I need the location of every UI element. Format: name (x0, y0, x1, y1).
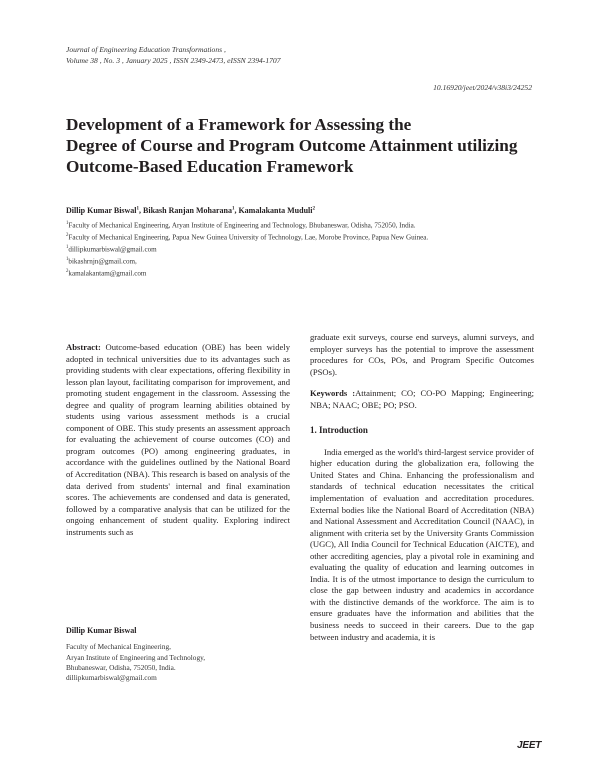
author-3: Kamalakanta Muduli (238, 206, 313, 215)
author-1-affil: 1 (136, 206, 140, 212)
author-list: Dillip Kumar Biswal$^1$, Bikash Ranjan Moharana$^1$, Kamalakanta Muduli$^2$ (66, 206, 315, 215)
affiliation-2: $^2$Faculty of Mechanical Engineering, Papua New Guinea University of Technology, Lae, Morobe Province, Papua New Guinea. (66, 232, 429, 242)
email-2[interactable]: $^1$bikashrnjn@gmail.com, (66, 256, 137, 266)
doi[interactable]: 10.16920/jeet/2024/v38i3/24252 (433, 83, 532, 92)
keywords-text: Attainment; CO; CO-PO Mapping; Engineering; NBA; NAAC; OBE; PO; PSO. (310, 388, 535, 410)
author-1: Dillip Kumar Biswal (66, 206, 137, 215)
right-column (310, 332, 534, 643)
corresponding-author-name: Dillip Kumar Biswal (66, 626, 137, 635)
paper-title (66, 114, 546, 177)
affiliations (66, 219, 428, 279)
journal-volume: Volume 38 , No. 3 , January 2025 , ISSN 2349-2473, eISSN 2394-1707 (66, 56, 281, 65)
corresponding-email[interactable]: dillipkumarbiswal@gmail.com (66, 673, 157, 683)
section-heading-introduction: 1. Introduction (310, 425, 368, 436)
affiliation-1: $^1$Faculty of Mechanical Engineering, Aryan Institute of Engineering and Technology, Bhubaneswar, Odisha, 752050, India. (66, 221, 416, 230)
corresponding-affil-3: Bhubaneswar, Odisha, 752050, India. (66, 662, 176, 672)
title-line-3: Outcome-Based Education Framework (66, 157, 354, 176)
keywords (310, 388, 534, 411)
journal-header (66, 44, 281, 66)
author-2: Bikash Ranjan Moharana (143, 206, 232, 215)
abstract-continuation: graduate exit surveys, course end surveys, alumni surveys, and employer surveys has the potential to improve the assessment procedures for COs, POs, and Program Specific Outcomes (PSOs). (310, 332, 534, 377)
keywords-label: Keywords : (310, 388, 356, 399)
corresponding-affil-1: Faculty of Mechanical Engineering, (66, 642, 171, 652)
corresponding-author (66, 626, 205, 683)
jeet-logo: JEET (517, 740, 542, 751)
journal-name: Journal of Engineering Education Transformations , (66, 45, 226, 54)
author-2-affil: 1 (231, 206, 235, 212)
title-line-1: Development of a Framework for Assessing the (66, 115, 412, 134)
title-line-2: Degree of Course and Program Outcome Attainment utilizing (66, 136, 518, 155)
introduction-paragraph: India emerged as the world's third-largest service provider of higher education during the globalization era, following the United States and China. Enhancing the professionalism and standards of technical education necessitates the critical implementation of evaluation and accreditation procedures. External bodies like the National Board of Accreditation (NBA) and National Assessment and Accreditation Council (NAAC), in alignment with criteria set by the University Grants Commission (UGC), All India Council for Technical Education (AICTE), and other accrediting agencies, play a pivotal role in examining and evaluating the quality of education and learning outcomes in India. It is of the utmost importance to design the curriculum to close the gap between industry and academics in accordance with the distinctive demands of the workforce. The aim is to ensure graduates have the information and abilities that the business needs to succeed in their careers. Due to the gap between industry and academia, it is (310, 446, 534, 642)
abstract-text: Outcome-based education (OBE) has been widely adopted in technical universities due to its advantages such as providing students with clear expectations, offering flexibility in lesson plan layout, facilitating comparison for improvement, and promoting student engagement in the classroom. Assessing the degree and quality of program learning abilities obtained by students using various assessment methods is a crucial component of OBE. This study presents an assessment approach for evaluating the achievement of course outcomes (CO) and program outcomes (PO) among engineering graduates, in accordance with the guidelines outlined by the National Board of Accreditation (NBA). This research is based on analysis of the data derived from students' internal and final examination scores. The achievements are condensed and data is generated, followed by a comparative analysis that can be utilized for the ongoing enhancement of student quality. Exploring indirect instruments such as (66, 342, 290, 537)
corresponding-affil-2: Aryan Institute of Engineering and Technology, (66, 652, 206, 662)
author-3-affil: 2 (312, 206, 315, 212)
email-1[interactable]: $^1$dillipkumarbiswal@gmail.com (66, 244, 157, 254)
email-3[interactable]: $^2$kamalakantam@gmail.com (66, 268, 147, 278)
abstract (66, 342, 290, 538)
abstract-label: Abstract: (66, 342, 101, 352)
